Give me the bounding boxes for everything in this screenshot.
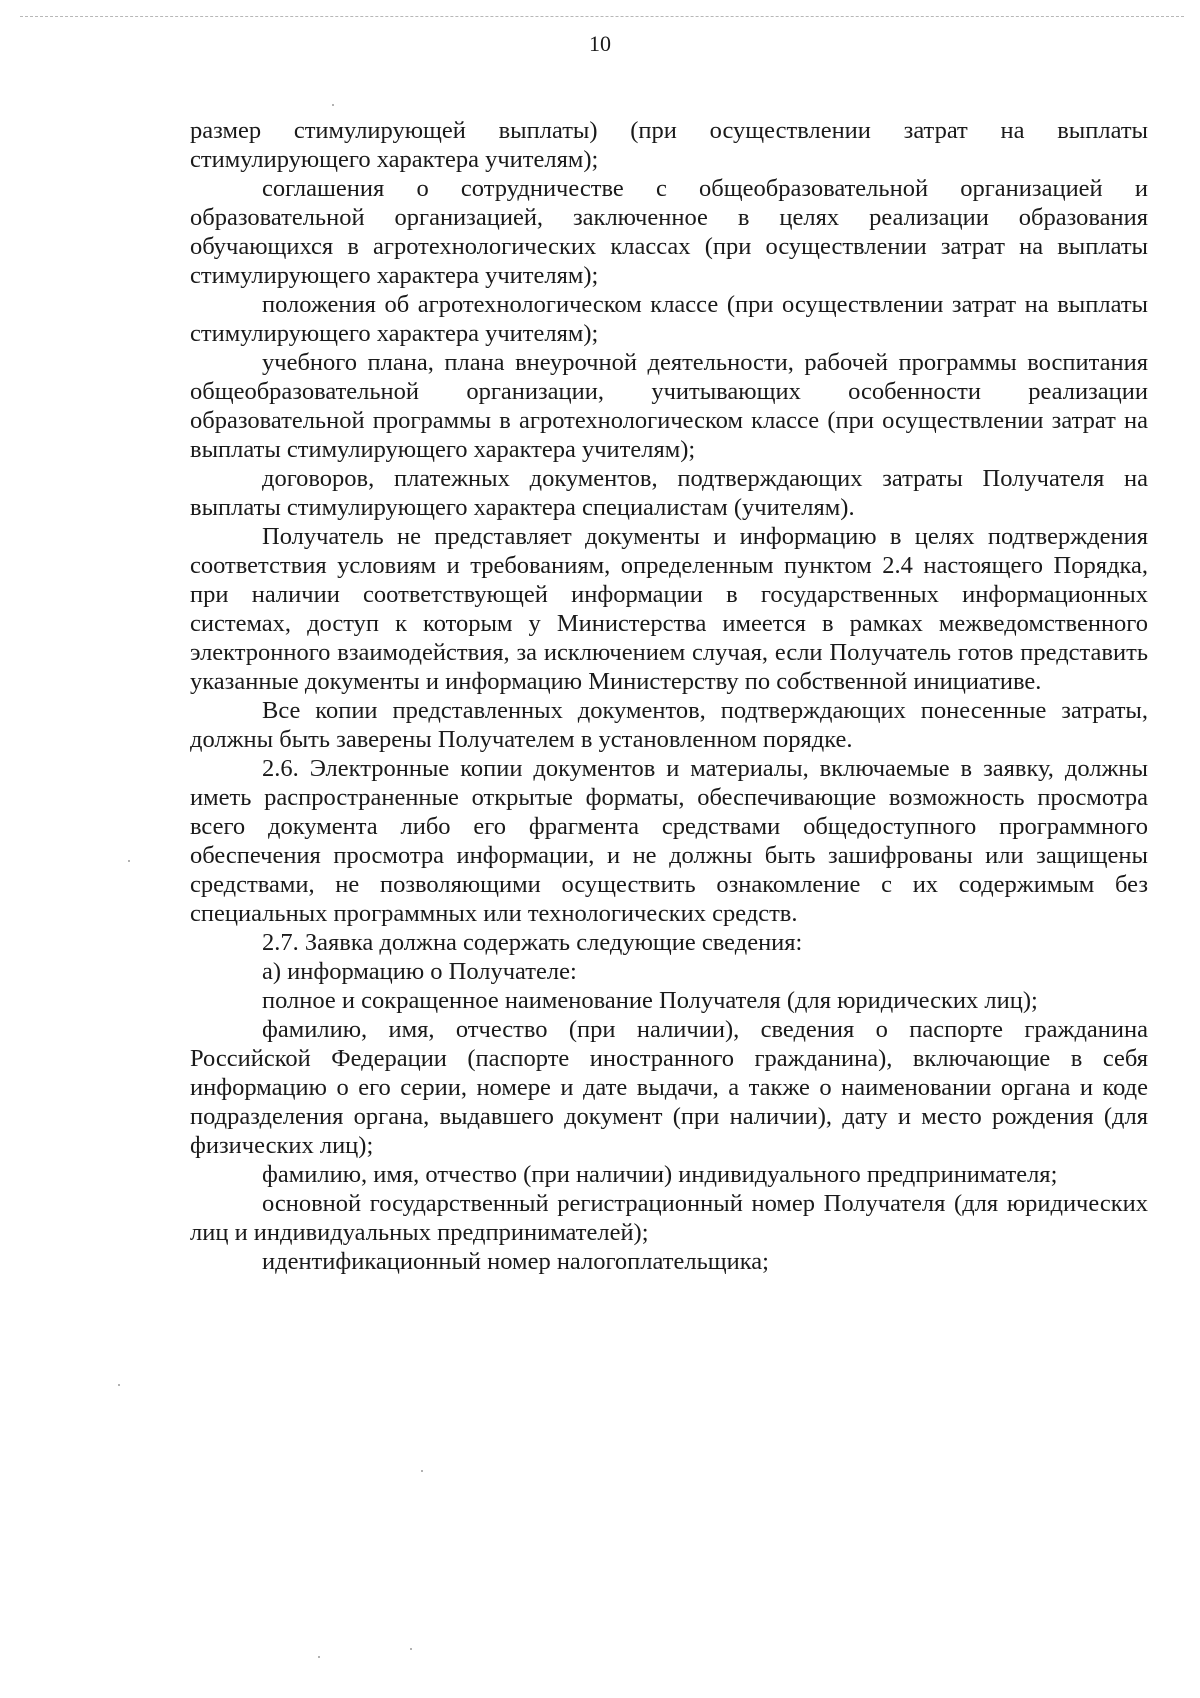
page-number: 10: [589, 31, 611, 56]
paragraph-2-7-application-contents: 2.7. Заявка должна содержать следующие сведения:: [262, 929, 803, 956]
scan-speck: [410, 1648, 412, 1650]
paragraph-a-recipient-info: а) информацию о Получателе:: [262, 958, 577, 985]
paragraph-ogrn: основной государственный регистрационный номер Получателя (для юридических лиц и индивидуальных предпринимателей);: [190, 1190, 1148, 1246]
scan-speck: [421, 1470, 423, 1472]
paragraph-copies-certified: Все копии представленных документов, подтверждающих понесенные затраты, должны быть заверены Получателем в установленном порядке.: [190, 697, 1148, 753]
paragraph-2-6-electronic-copies: 2.6. Электронные копии документов и материалы, включаемые в заявку, должны иметь распространенные открытые форматы, обеспечивающие возможность просмотра всего документа либо его фрагмента средствами общедоступного программного обеспечения просмотра информации, и не должны быть зашифрованы или защищены средствами, не позволяющими осуществить ознакомление с их содержимым без специальных программных или технологических средств.: [190, 755, 1148, 927]
paragraph-passport-details: фамилию, имя, отчество (при наличии), сведения о паспорте гражданина Российской Федерации (паспорте иностранного гражданина), включающие в себя информацию о его серии, номере и дате выдачи, а также о наименовании органа и коде подразделения органа, выдавшего документ (при наличии), дату и место рождения (для физических лиц);: [190, 1016, 1148, 1159]
paragraph-full-name-legal: полное и сокращенное наименование Получателя (для юридических лиц);: [262, 987, 1038, 1014]
paragraph-stimulus-payment-size: размер стимулирующей выплаты) (при осуществлении затрат на выплаты стимулирующего характера учителям);: [190, 117, 1148, 173]
paragraph-contracts: договоров, платежных документов, подтверждающих затраты Получателя на выплаты стимулирующего характера специалистам (учителям).: [190, 465, 1148, 521]
paragraph-class-regulations: положения об агротехнологическом классе (при осуществлении затрат на выплаты стимулирующего характера учителям);: [190, 291, 1148, 347]
scan-speck: [332, 104, 334, 106]
paragraph-entrepreneur-name: фамилию, имя, отчество (при наличии) индивидуального предпринимателя;: [262, 1161, 1058, 1188]
scan-top-rule: [20, 16, 1184, 17]
scan-speck: [118, 1384, 120, 1386]
document-body: [190, 116, 1148, 1276]
scan-speck: [128, 860, 130, 862]
paragraph-recipient-not-submit: Получатель не представляет документы и информацию в целях подтверждения соответствия условиям и требованиям, определенным пунктом 2.4 настоящего Порядка, при наличии соответствующей информации в государственных информационных системах, доступ к которым у Министерства имеется в рамках межведомственного электронного взаимодействия, за исключением случая, если Получатель готов представить указанные документы и информацию Министерству по собственной инициативе.: [190, 523, 1148, 695]
scan-speck: [318, 1656, 320, 1658]
paragraph-curriculum: учебного плана, плана внеурочной деятельности, рабочей программы воспитания общеобразовательной организации, учитывающих особенности реализации образовательной программы в агротехнологическом классе (при осуществлении затрат на выплаты стимулирующего характера учителям);: [190, 349, 1148, 463]
paragraph-inn: идентификационный номер налогоплательщика;: [262, 1248, 769, 1275]
paragraph-cooperation-agreements: соглашения о сотрудничестве с общеобразовательной организацией и образовательной организацией, заключенное в целях реализации образования обучающихся в агротехнологических классах (при осуществлении затрат на выплаты стимулирующего характера учителям);: [190, 175, 1148, 289]
